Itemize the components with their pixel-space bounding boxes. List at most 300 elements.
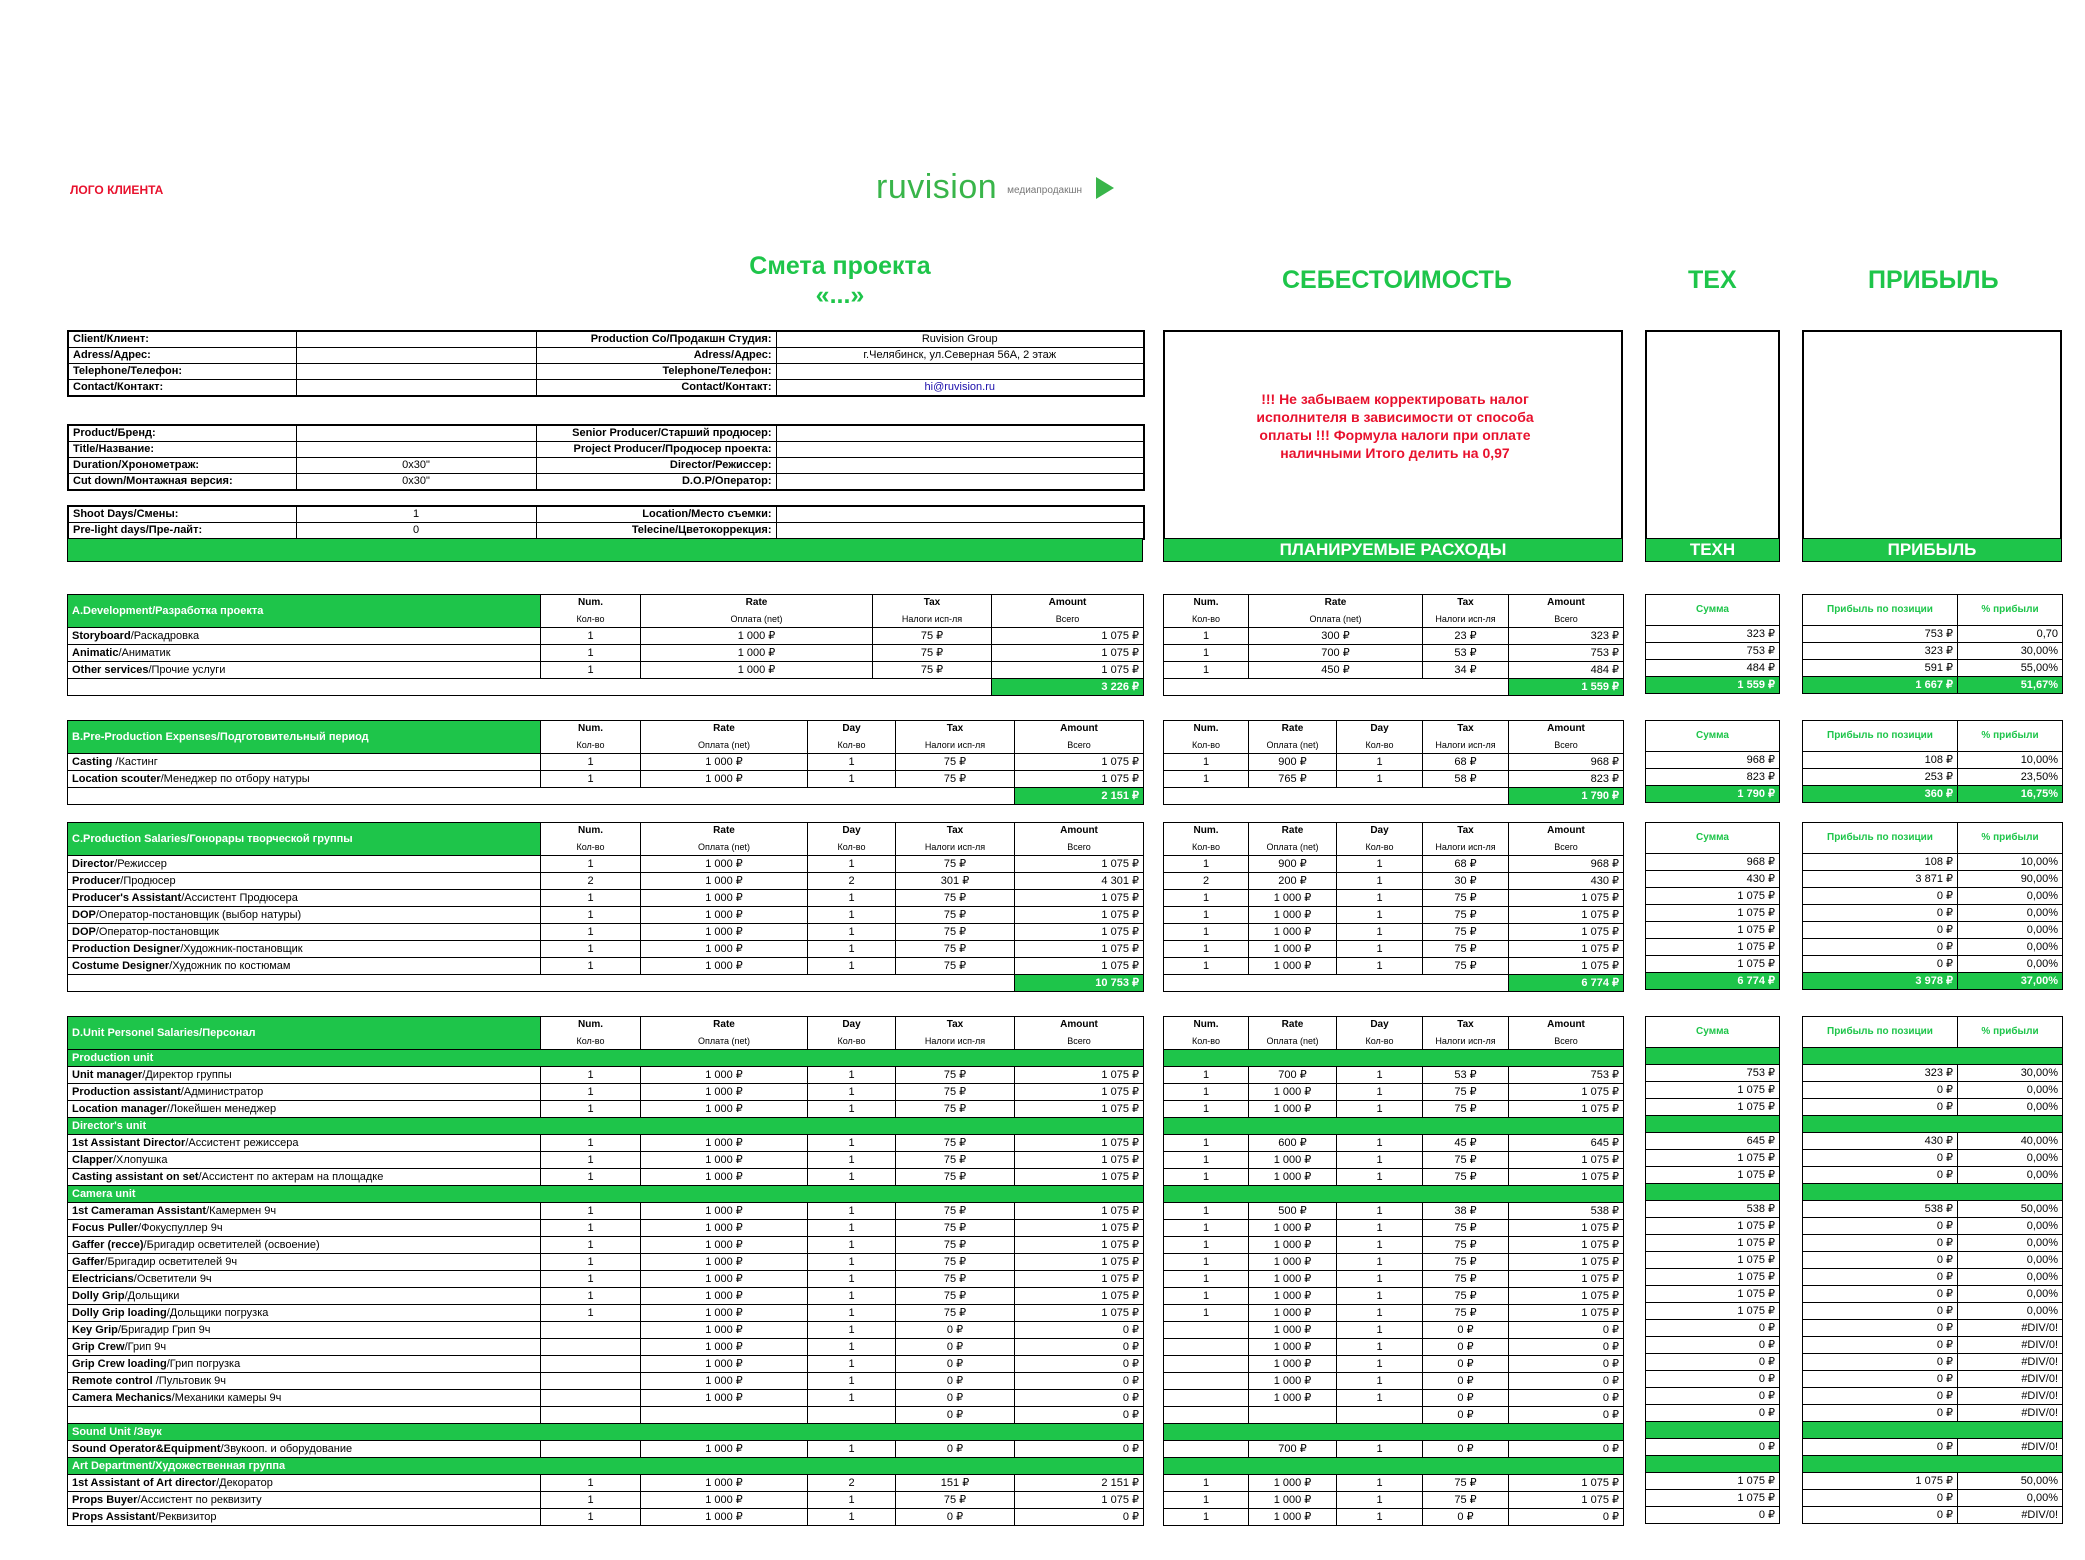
cost-item-num[interactable]: 1 bbox=[1164, 1101, 1249, 1118]
line-item-name[interactable] bbox=[68, 1135, 541, 1152]
line-item-rate[interactable]: 1 000 ₽ bbox=[641, 924, 808, 941]
line-item-name[interactable] bbox=[68, 1305, 541, 1322]
cost-item-day[interactable]: 1 bbox=[1337, 1101, 1423, 1118]
cost-col-rate-en: Rate bbox=[1281, 1019, 1304, 1030]
line-item-rate[interactable]: 1 000 ₽ bbox=[641, 856, 808, 873]
cost-item-rate[interactable]: 1 000 ₽ bbox=[1249, 958, 1337, 975]
cost-item-num[interactable]: 1 bbox=[1164, 958, 1249, 975]
line-item-name[interactable] bbox=[68, 628, 541, 645]
tex-item-sum: 1 075 ₽ bbox=[1646, 905, 1780, 922]
profit-section-pct-total: 37,00% bbox=[1958, 973, 2063, 990]
line-item-name[interactable] bbox=[68, 856, 541, 873]
line-item-name[interactable] bbox=[68, 1475, 541, 1492]
line-item-num[interactable]: 1 bbox=[541, 1152, 641, 1169]
cost-item-rate[interactable]: 1 000 ₽ bbox=[1249, 907, 1337, 924]
line-item-num[interactable] bbox=[541, 1373, 641, 1390]
line-item-en: Sound Operator&Equipment bbox=[72, 1443, 221, 1455]
line-item-amount: 0 ₽ bbox=[1015, 1509, 1144, 1526]
line-item-rate[interactable] bbox=[641, 1407, 808, 1424]
line-item-day[interactable]: 1 bbox=[808, 1271, 896, 1288]
cost-item-day[interactable]: 1 bbox=[1337, 873, 1423, 890]
cost-item-rate[interactable]: 700 ₽ bbox=[1249, 645, 1423, 662]
line-item-day[interactable]: 1 bbox=[808, 1169, 896, 1186]
line-item-day[interactable]: 1 bbox=[808, 1288, 896, 1305]
telephone-value[interactable] bbox=[296, 364, 536, 380]
line-item-day[interactable]: 1 bbox=[808, 856, 896, 873]
line-item-rate[interactable]: 1 000 ₽ bbox=[641, 1509, 808, 1526]
tex-section-total: 1 790 ₽ bbox=[1646, 786, 1780, 803]
line-item-amount: 1 075 ₽ bbox=[992, 645, 1144, 662]
cost-item-num[interactable]: 1 bbox=[1164, 1203, 1249, 1220]
line-item-day[interactable]: 1 bbox=[808, 1203, 896, 1220]
cost-item-day[interactable]: 1 bbox=[1337, 1203, 1423, 1220]
line-item-num[interactable]: 1 bbox=[541, 907, 641, 924]
line-item-day[interactable]: 1 bbox=[808, 1220, 896, 1237]
cost-item-num[interactable]: 1 bbox=[1164, 907, 1249, 924]
line-item-name[interactable] bbox=[68, 1152, 541, 1169]
line-item-name[interactable] bbox=[68, 1084, 541, 1101]
line-item-num[interactable]: 1 bbox=[541, 645, 641, 662]
col-rate bbox=[641, 823, 808, 856]
cost-item-num[interactable]: 1 bbox=[1164, 1220, 1249, 1237]
line-item-rate[interactable]: 1 000 ₽ bbox=[641, 771, 808, 788]
subsection-title: Production unit bbox=[68, 1050, 1144, 1067]
line-item-rate[interactable]: 1 000 ₽ bbox=[641, 941, 808, 958]
cost-item-rate[interactable]: 1 000 ₽ bbox=[1249, 1220, 1337, 1237]
cost-item-num[interactable] bbox=[1164, 1441, 1249, 1458]
line-item-rate[interactable]: 1 000 ₽ bbox=[641, 1322, 808, 1339]
line-item-name[interactable] bbox=[68, 1271, 541, 1288]
cost-item-num[interactable]: 2 bbox=[1164, 873, 1249, 890]
cost-item-num[interactable] bbox=[1164, 1390, 1249, 1407]
cost-item-day[interactable]: 1 bbox=[1337, 958, 1423, 975]
cost-item-num[interactable]: 1 bbox=[1164, 754, 1249, 771]
line-item-day[interactable]: 1 bbox=[808, 1492, 896, 1509]
line-item-day[interactable] bbox=[808, 1407, 896, 1424]
cost-item-rate[interactable]: 1 000 ₽ bbox=[1249, 1305, 1337, 1322]
line-item-day[interactable]: 1 bbox=[808, 890, 896, 907]
line-item-day[interactable]: 1 bbox=[808, 1254, 896, 1271]
col-day-en: Day bbox=[842, 723, 861, 734]
client-label: Client/Клиент: bbox=[68, 331, 296, 348]
line-item-rate[interactable]: 1 000 ₽ bbox=[641, 1084, 808, 1101]
cost-col-num-ru: Кол-во bbox=[1192, 842, 1220, 852]
line-item-day[interactable]: 1 bbox=[808, 1101, 896, 1118]
address-value[interactable] bbox=[296, 348, 536, 364]
address2-value[interactable]: г.Челябинск, ул.Северная 56А, 2 этаж bbox=[776, 348, 1144, 364]
col-tax-en: Tax bbox=[923, 597, 941, 608]
line-item-rate[interactable]: 1 000 ₽ bbox=[641, 662, 873, 679]
line-item-num[interactable]: 1 bbox=[541, 941, 641, 958]
cost-item-num[interactable]: 1 bbox=[1164, 941, 1249, 958]
line-item-name[interactable] bbox=[68, 662, 541, 679]
line-item-day[interactable]: 1 bbox=[808, 924, 896, 941]
line-item-name[interactable] bbox=[68, 1339, 541, 1356]
email-link[interactable]: hi@ruvision.ru bbox=[924, 381, 995, 393]
line-item-num[interactable] bbox=[541, 1441, 641, 1458]
cost-item-rate[interactable]: 1 000 ₽ bbox=[1249, 1271, 1337, 1288]
cost-item-day[interactable]: 1 bbox=[1337, 1169, 1423, 1186]
cost-item-day[interactable]: 1 bbox=[1337, 1220, 1423, 1237]
line-item-name[interactable] bbox=[68, 1203, 541, 1220]
line-item-day[interactable]: 1 bbox=[808, 1390, 896, 1407]
cost-item-day[interactable]: 1 bbox=[1337, 1475, 1423, 1492]
line-item-num[interactable]: 1 bbox=[541, 1305, 641, 1322]
tex-item-sum: 538 ₽ bbox=[1646, 1201, 1780, 1218]
cost-item-num[interactable]: 1 bbox=[1164, 1509, 1249, 1526]
cost-item-day[interactable]: 1 bbox=[1337, 1288, 1423, 1305]
line-item-num[interactable]: 1 bbox=[541, 1288, 641, 1305]
cost-item-rate[interactable]: 500 ₽ bbox=[1249, 1203, 1337, 1220]
line-item-name[interactable] bbox=[68, 941, 541, 958]
cost-item-day[interactable]: 1 bbox=[1337, 1373, 1423, 1390]
cost-item-rate[interactable] bbox=[1249, 1407, 1337, 1424]
cost-item-num[interactable] bbox=[1164, 1322, 1249, 1339]
line-item-num[interactable]: 1 bbox=[541, 754, 641, 771]
cost-item-rate[interactable]: 1 000 ₽ bbox=[1249, 941, 1337, 958]
line-item-rate[interactable]: 1 000 ₽ bbox=[641, 890, 808, 907]
line-item-rate[interactable]: 1 000 ₽ bbox=[641, 1339, 808, 1356]
product-label: Product/Бренд: bbox=[68, 425, 296, 442]
cost-item-rate[interactable]: 700 ₽ bbox=[1249, 1067, 1337, 1084]
line-item-name[interactable] bbox=[68, 1101, 541, 1118]
cost-item-rate[interactable]: 200 ₽ bbox=[1249, 873, 1337, 890]
line-item-day[interactable]: 1 bbox=[808, 1237, 896, 1254]
line-item-name[interactable] bbox=[68, 1254, 541, 1271]
line-item-num[interactable]: 1 bbox=[541, 924, 641, 941]
line-item-num[interactable]: 1 bbox=[541, 771, 641, 788]
line-item-day[interactable]: 1 bbox=[808, 941, 896, 958]
cost-item-num[interactable]: 1 bbox=[1164, 1288, 1249, 1305]
line-item-name[interactable] bbox=[68, 1067, 541, 1084]
cost-col-tax-ru: Налоги исп-ля bbox=[1435, 1036, 1496, 1046]
cost-item-rate[interactable]: 450 ₽ bbox=[1249, 662, 1423, 679]
cost-item-day[interactable]: 1 bbox=[1337, 1492, 1423, 1509]
line-item-name[interactable] bbox=[68, 958, 541, 975]
line-item-rate[interactable]: 1 000 ₽ bbox=[641, 1390, 808, 1407]
line-item-rate[interactable]: 1 000 ₽ bbox=[641, 1220, 808, 1237]
line-item-num[interactable] bbox=[541, 1339, 641, 1356]
cost-item-num[interactable]: 1 bbox=[1164, 890, 1249, 907]
prelight-value[interactable]: 0 bbox=[296, 523, 536, 540]
cost-item-day[interactable]: 1 bbox=[1337, 771, 1423, 788]
profit-section-pct-total: 51,67% bbox=[1958, 677, 2063, 694]
cost-item-day[interactable]: 1 bbox=[1337, 890, 1423, 907]
cost-item-num[interactable]: 1 bbox=[1164, 645, 1249, 662]
cost-item-tax: 68 ₽ bbox=[1423, 856, 1509, 873]
line-item-name[interactable] bbox=[68, 1220, 541, 1237]
cost-item-num[interactable]: 1 bbox=[1164, 924, 1249, 941]
tex-item-sum: 1 075 ₽ bbox=[1646, 922, 1780, 939]
cost-item-rate[interactable]: 1 000 ₽ bbox=[1249, 1390, 1337, 1407]
cost-note-box bbox=[1163, 330, 1623, 562]
line-item-tax: 75 ₽ bbox=[896, 1288, 1015, 1305]
cost-item-num[interactable]: 1 bbox=[1164, 856, 1249, 873]
cost-item-num[interactable]: 1 bbox=[1164, 1084, 1249, 1101]
cost-item-num[interactable]: 1 bbox=[1164, 628, 1249, 645]
cost-col-rate-ru: Оплата (net) bbox=[1309, 614, 1362, 624]
cost-item-day[interactable]: 1 bbox=[1337, 1305, 1423, 1322]
cost-item-day[interactable]: 1 bbox=[1337, 1152, 1423, 1169]
cost-item-num[interactable] bbox=[1164, 1407, 1249, 1424]
cost-item-rate[interactable]: 900 ₽ bbox=[1249, 754, 1337, 771]
cost-item-tax: 75 ₽ bbox=[1423, 941, 1509, 958]
line-item-day[interactable]: 2 bbox=[808, 873, 896, 890]
line-item-day[interactable]: 1 bbox=[808, 1373, 896, 1390]
cost-item-num[interactable]: 1 bbox=[1164, 1475, 1249, 1492]
line-item-name[interactable] bbox=[68, 890, 541, 907]
cost-item-day[interactable]: 1 bbox=[1337, 1390, 1423, 1407]
telecine-value[interactable] bbox=[776, 523, 1144, 540]
line-item-num[interactable] bbox=[541, 1390, 641, 1407]
cost-item-day[interactable]: 1 bbox=[1337, 907, 1423, 924]
cost-item-rate[interactable]: 1 000 ₽ bbox=[1249, 1356, 1337, 1373]
section-d-profit-table bbox=[1802, 1016, 2063, 1524]
product-value[interactable] bbox=[296, 425, 536, 442]
cost-item-num[interactable]: 1 bbox=[1164, 1067, 1249, 1084]
cost-item-day[interactable] bbox=[1337, 1407, 1423, 1424]
cost-item-day[interactable]: 1 bbox=[1337, 1084, 1423, 1101]
line-item-name[interactable] bbox=[68, 873, 541, 890]
line-item-rate[interactable]: 1 000 ₽ bbox=[641, 1101, 808, 1118]
col-day bbox=[808, 823, 896, 856]
col-amount-en: Amount bbox=[1060, 723, 1098, 734]
line-item-rate[interactable]: 1 000 ₽ bbox=[641, 907, 808, 924]
cost-item-rate[interactable]: 1 000 ₽ bbox=[1249, 890, 1337, 907]
cost-item-day[interactable]: 1 bbox=[1337, 1135, 1423, 1152]
title-value[interactable] bbox=[296, 442, 536, 458]
cost-item-day[interactable]: 1 bbox=[1337, 1067, 1423, 1084]
line-item-num[interactable]: 1 bbox=[541, 958, 641, 975]
tex-item-sum: 1 075 ₽ bbox=[1646, 1150, 1780, 1167]
line-item-rate[interactable]: 1 000 ₽ bbox=[641, 754, 808, 771]
line-item-day[interactable]: 1 bbox=[808, 1441, 896, 1458]
profit-item-pos: 0 ₽ bbox=[1803, 1405, 1958, 1422]
shoot-days-value[interactable]: 1 bbox=[296, 506, 536, 523]
line-item-name[interactable] bbox=[68, 1356, 541, 1373]
cost-item-rate[interactable]: 1 000 ₽ bbox=[1249, 1152, 1337, 1169]
line-item-rate[interactable]: 1 000 ₽ bbox=[641, 1169, 808, 1186]
cost-col-num bbox=[1164, 595, 1249, 628]
cost-item-num[interactable]: 1 bbox=[1164, 1254, 1249, 1271]
cost-item-rate[interactable]: 1 000 ₽ bbox=[1249, 1492, 1337, 1509]
line-item-rate[interactable]: 1 000 ₽ bbox=[641, 1475, 808, 1492]
line-item-name[interactable] bbox=[68, 1407, 541, 1424]
line-item-day[interactable]: 1 bbox=[808, 754, 896, 771]
cost-col-tax bbox=[1423, 595, 1509, 628]
line-item-num[interactable]: 2 bbox=[541, 873, 641, 890]
cost-item-num[interactable] bbox=[1164, 1373, 1249, 1390]
line-item-num[interactable]: 1 bbox=[541, 1475, 641, 1492]
cost-item-rate[interactable]: 1 000 ₽ bbox=[1249, 1339, 1337, 1356]
cost-item-num[interactable]: 1 bbox=[1164, 1271, 1249, 1288]
line-item-num[interactable]: 1 bbox=[541, 890, 641, 907]
cost-col-tax bbox=[1423, 1017, 1509, 1050]
cutdown-value[interactable]: 0х30" bbox=[296, 474, 536, 491]
cost-item-rate[interactable]: 900 ₽ bbox=[1249, 856, 1337, 873]
cost-item-rate[interactable]: 1 000 ₽ bbox=[1249, 1101, 1337, 1118]
cost-item-rate[interactable]: 1 000 ₽ bbox=[1249, 1254, 1337, 1271]
cost-item-amount: 968 ₽ bbox=[1509, 856, 1624, 873]
line-item-name[interactable] bbox=[68, 1492, 541, 1509]
project-producer-value[interactable] bbox=[776, 442, 1144, 458]
line-item-rate[interactable]: 1 000 ₽ bbox=[641, 1067, 808, 1084]
line-item-day[interactable]: 1 bbox=[808, 1339, 896, 1356]
line-item-num[interactable]: 1 bbox=[541, 1271, 641, 1288]
cost-item-num[interactable]: 1 bbox=[1164, 1237, 1249, 1254]
line-item-name[interactable] bbox=[68, 907, 541, 924]
line-item-rate[interactable]: 1 000 ₽ bbox=[641, 1288, 808, 1305]
line-item-name[interactable] bbox=[68, 1237, 541, 1254]
line-item-name[interactable] bbox=[68, 754, 541, 771]
cost-item-day[interactable]: 1 bbox=[1337, 1441, 1423, 1458]
line-item-day[interactable]: 1 bbox=[808, 1067, 896, 1084]
cost-item-day[interactable]: 1 bbox=[1337, 856, 1423, 873]
line-item-num[interactable]: 1 bbox=[541, 856, 641, 873]
line-item-name[interactable] bbox=[68, 924, 541, 941]
line-item-rate[interactable]: 1 000 ₽ bbox=[641, 1492, 808, 1509]
cost-item-day[interactable]: 1 bbox=[1337, 1356, 1423, 1373]
location-value[interactable] bbox=[776, 506, 1144, 523]
cost-item-day[interactable]: 1 bbox=[1337, 1509, 1423, 1526]
line-item-name[interactable] bbox=[68, 1288, 541, 1305]
cost-item-day[interactable]: 1 bbox=[1337, 941, 1423, 958]
line-item-name[interactable] bbox=[68, 1390, 541, 1407]
col-amount-en: Amount bbox=[1060, 1019, 1098, 1030]
cost-item-num[interactable]: 1 bbox=[1164, 1305, 1249, 1322]
line-item-day[interactable]: 1 bbox=[808, 1084, 896, 1101]
cost-item-num[interactable] bbox=[1164, 1356, 1249, 1373]
cost-item-num[interactable]: 1 bbox=[1164, 1135, 1249, 1152]
line-item-rate[interactable]: 1 000 ₽ bbox=[641, 645, 873, 662]
line-item-num[interactable]: 1 bbox=[541, 1067, 641, 1084]
col-num-en: Num. bbox=[578, 597, 603, 608]
cost-item-rate[interactable]: 1 000 ₽ bbox=[1249, 1169, 1337, 1186]
cost-item-num[interactable]: 1 bbox=[1164, 1492, 1249, 1509]
line-item-num[interactable]: 1 bbox=[541, 1203, 641, 1220]
line-item-rate[interactable]: 1 000 ₽ bbox=[641, 1441, 808, 1458]
line-item-num[interactable]: 1 bbox=[541, 662, 641, 679]
duration-value[interactable]: 0х30" bbox=[296, 458, 536, 474]
cost-item-rate[interactable]: 1 000 ₽ bbox=[1249, 1288, 1337, 1305]
line-item-rate[interactable]: 1 000 ₽ bbox=[641, 1203, 808, 1220]
telephone2-value[interactable] bbox=[776, 364, 1144, 380]
line-item-day[interactable]: 1 bbox=[808, 1152, 896, 1169]
line-item-name[interactable] bbox=[68, 771, 541, 788]
cost-item-day[interactable]: 1 bbox=[1337, 1237, 1423, 1254]
line-item-day[interactable]: 1 bbox=[808, 907, 896, 924]
cost-item-rate[interactable]: 765 ₽ bbox=[1249, 771, 1337, 788]
senior-producer-value[interactable] bbox=[776, 425, 1144, 442]
contact2-value[interactable] bbox=[776, 380, 1144, 397]
cost-item-num[interactable] bbox=[1164, 1339, 1249, 1356]
line-item-num[interactable]: 1 bbox=[541, 1492, 641, 1509]
line-item-num[interactable]: 1 bbox=[541, 1169, 641, 1186]
cost-item-amount: 1 075 ₽ bbox=[1509, 1084, 1624, 1101]
cost-item-rate[interactable]: 1 000 ₽ bbox=[1249, 1237, 1337, 1254]
cost-item-rate[interactable]: 1 000 ₽ bbox=[1249, 1084, 1337, 1101]
cost-item-day[interactable]: 1 bbox=[1337, 1322, 1423, 1339]
line-item-day[interactable]: 1 bbox=[808, 1356, 896, 1373]
cost-item-num[interactable]: 1 bbox=[1164, 771, 1249, 788]
line-item-num[interactable]: 1 bbox=[541, 1237, 641, 1254]
cost-item-day[interactable]: 1 bbox=[1337, 754, 1423, 771]
line-item-name[interactable] bbox=[68, 1509, 541, 1526]
line-item-rate[interactable]: 1 000 ₽ bbox=[641, 1152, 808, 1169]
director-value[interactable] bbox=[776, 458, 1144, 474]
line-item-rate[interactable]: 1 000 ₽ bbox=[641, 628, 873, 645]
line-item-num[interactable]: 1 bbox=[541, 1509, 641, 1526]
cost-item-rate[interactable]: 1 000 ₽ bbox=[1249, 1322, 1337, 1339]
cost-item-num[interactable]: 1 bbox=[1164, 662, 1249, 679]
line-item-amount: 1 075 ₽ bbox=[1015, 1237, 1144, 1254]
line-item-num[interactable]: 1 bbox=[541, 1254, 641, 1271]
cost-item-num[interactable]: 1 bbox=[1164, 1169, 1249, 1186]
cost-item-day[interactable]: 1 bbox=[1337, 1254, 1423, 1271]
line-item-rate[interactable]: 1 000 ₽ bbox=[641, 1237, 808, 1254]
line-item-num[interactable]: 1 bbox=[541, 1084, 641, 1101]
cost-item-tax: 75 ₽ bbox=[1423, 1271, 1509, 1288]
cost-item-amount: 1 075 ₽ bbox=[1509, 1271, 1624, 1288]
line-item-rate[interactable]: 1 000 ₽ bbox=[641, 1373, 808, 1390]
cost-item-day[interactable]: 1 bbox=[1337, 1339, 1423, 1356]
line-item-tax: 75 ₽ bbox=[896, 1254, 1015, 1271]
dop-value[interactable] bbox=[776, 474, 1144, 491]
line-item-name[interactable] bbox=[68, 1322, 541, 1339]
total-spacer bbox=[68, 679, 992, 696]
cost-item-day[interactable]: 1 bbox=[1337, 924, 1423, 941]
line-item-num[interactable] bbox=[541, 1407, 641, 1424]
line-item-num[interactable]: 1 bbox=[541, 1220, 641, 1237]
prod-co-value[interactable]: Ruvision Group bbox=[776, 331, 1144, 348]
line-item-rate[interactable]: 1 000 ₽ bbox=[641, 1305, 808, 1322]
cost-item-num[interactable]: 1 bbox=[1164, 1152, 1249, 1169]
line-item-day[interactable]: 1 bbox=[808, 1305, 896, 1322]
line-item-num[interactable]: 1 bbox=[541, 1135, 641, 1152]
line-item-name[interactable] bbox=[68, 1169, 541, 1186]
line-item-name[interactable] bbox=[68, 645, 541, 662]
line-item-name[interactable] bbox=[68, 1441, 541, 1458]
cost-item-day[interactable]: 1 bbox=[1337, 1271, 1423, 1288]
line-item-day[interactable]: 1 bbox=[808, 771, 896, 788]
line-item-num[interactable] bbox=[541, 1322, 641, 1339]
line-item-rate[interactable]: 1 000 ₽ bbox=[641, 1356, 808, 1373]
contact-value[interactable] bbox=[296, 380, 536, 397]
cost-item-rate[interactable]: 700 ₽ bbox=[1249, 1441, 1337, 1458]
cost-item-rate[interactable]: 1 000 ₽ bbox=[1249, 1475, 1337, 1492]
line-item-num[interactable] bbox=[541, 1356, 641, 1373]
line-item-rate[interactable]: 1 000 ₽ bbox=[641, 1135, 808, 1152]
line-item-day[interactable]: 1 bbox=[808, 1135, 896, 1152]
line-item-day[interactable]: 1 bbox=[808, 1509, 896, 1526]
line-item-day[interactable]: 1 bbox=[808, 1322, 896, 1339]
line-item-num[interactable]: 1 bbox=[541, 1101, 641, 1118]
line-item-rate[interactable]: 1 000 ₽ bbox=[641, 1271, 808, 1288]
client-value[interactable] bbox=[296, 331, 536, 348]
cost-item-rate[interactable]: 600 ₽ bbox=[1249, 1135, 1337, 1152]
cost-item-rate[interactable]: 300 ₽ bbox=[1249, 628, 1423, 645]
line-item-rate[interactable]: 1 000 ₽ bbox=[641, 873, 808, 890]
cost-item-rate[interactable]: 1 000 ₽ bbox=[1249, 924, 1337, 941]
line-item-rate[interactable]: 1 000 ₽ bbox=[641, 958, 808, 975]
cost-item-rate[interactable]: 1 000 ₽ bbox=[1249, 1373, 1337, 1390]
line-item-name[interactable] bbox=[68, 1373, 541, 1390]
line-item-day[interactable]: 1 bbox=[808, 958, 896, 975]
line-item-rate[interactable]: 1 000 ₽ bbox=[641, 1254, 808, 1271]
line-item-num[interactable]: 1 bbox=[541, 628, 641, 645]
cost-item-rate[interactable]: 1 000 ₽ bbox=[1249, 1509, 1337, 1526]
line-item-day[interactable]: 2 bbox=[808, 1475, 896, 1492]
